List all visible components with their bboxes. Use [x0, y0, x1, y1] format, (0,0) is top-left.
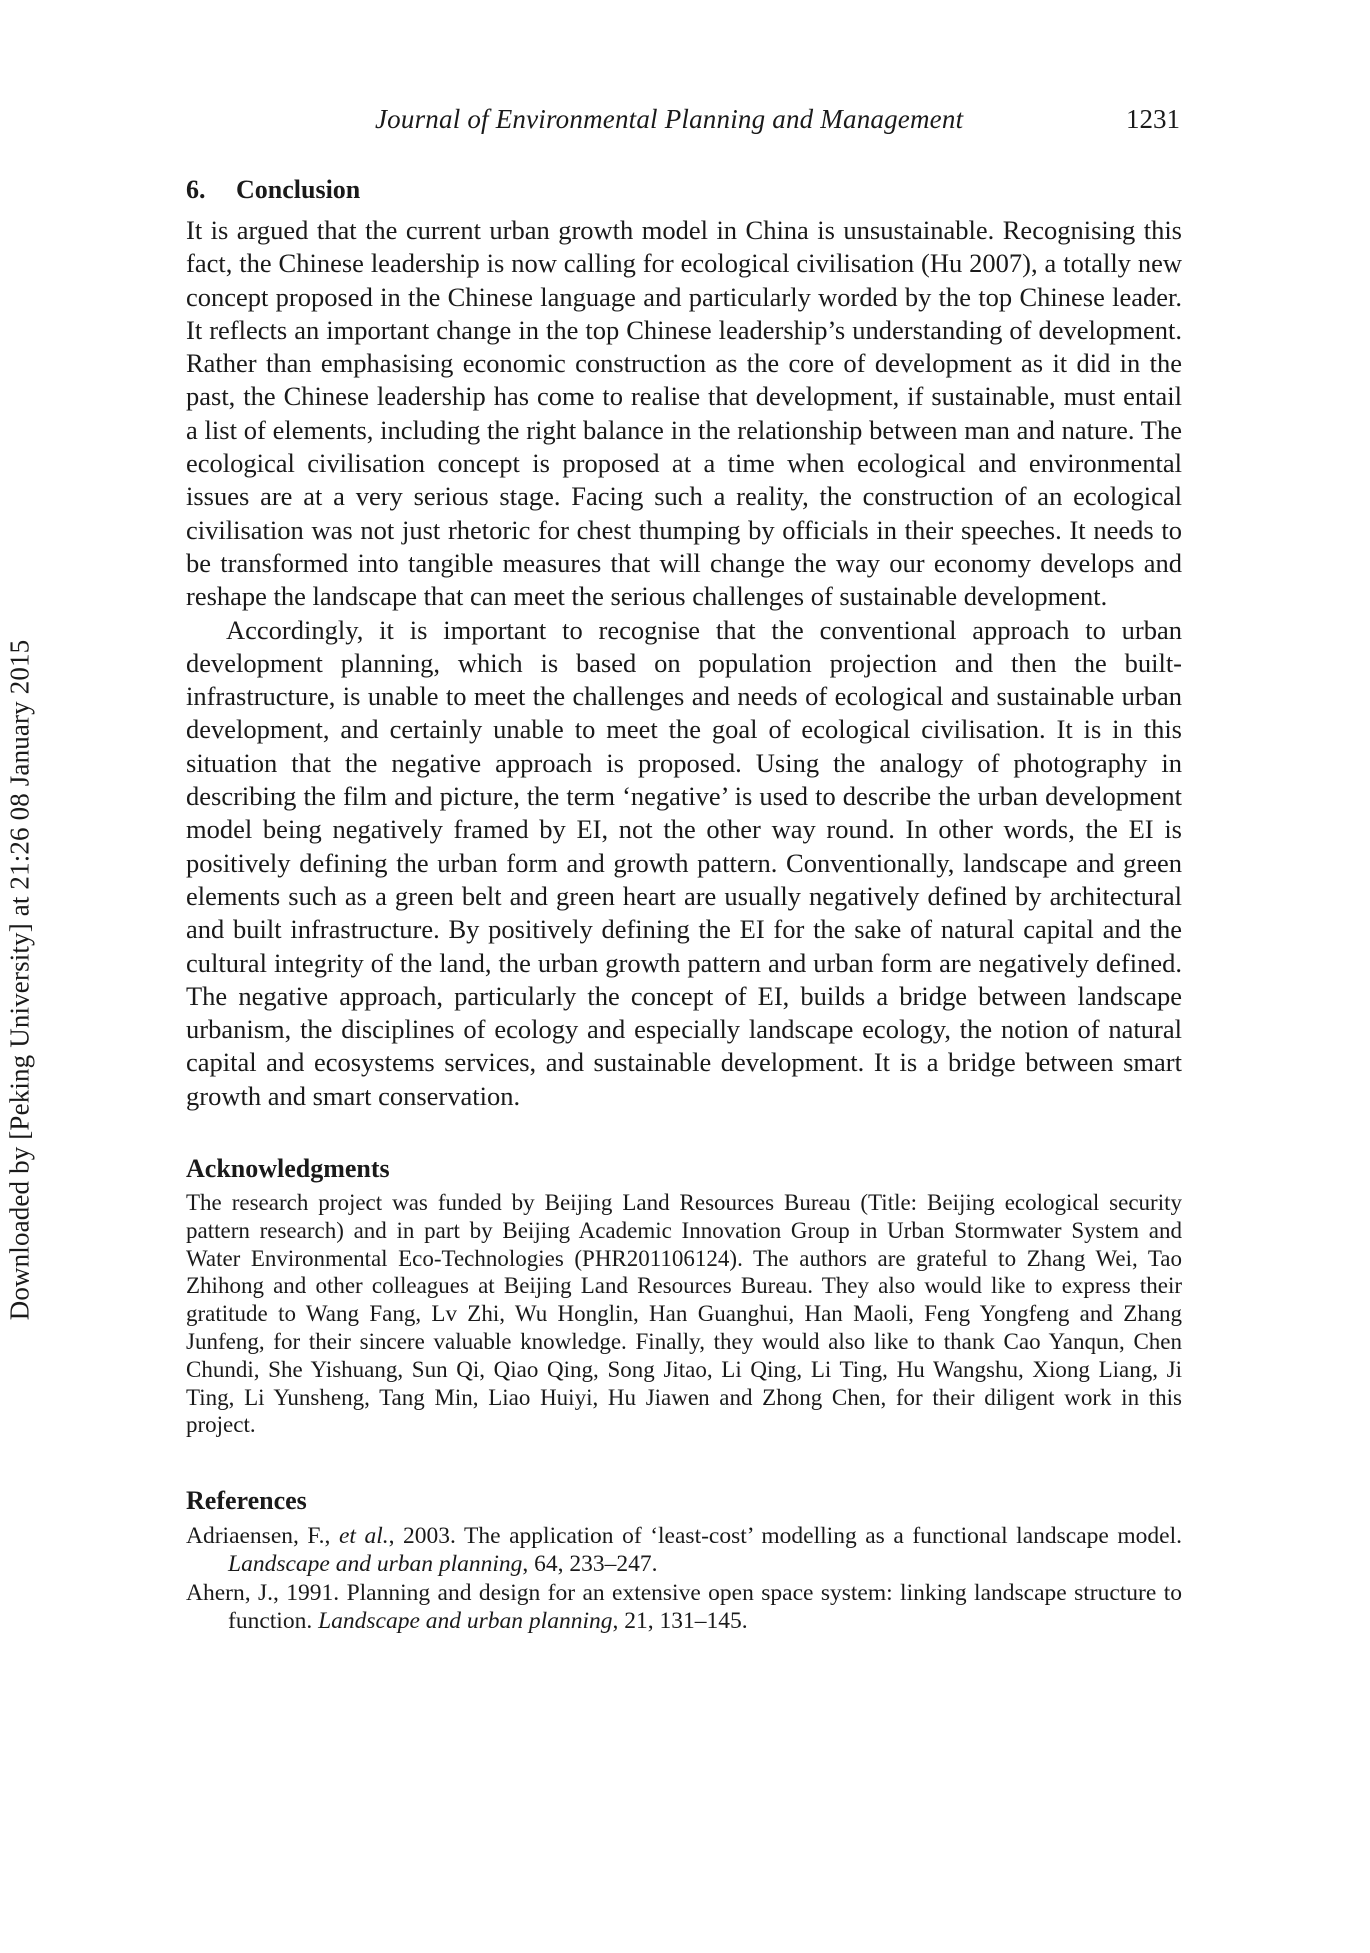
- reference-item: [186, 1523, 1182, 1578]
- section-heading-conclusion: [186, 172, 1182, 208]
- reference-journal: Landscape and urban planning: [228, 1550, 523, 1577]
- reference-title: , 2003. The application of ‘least-cost’ modelling as a functional landscape model.: [388, 1523, 1182, 1550]
- article-body: [186, 172, 1182, 1638]
- reference-author: Ahern, J., 1991. Planning and design for an extensive open space system: linking landscape structure to function.: [186, 1580, 1182, 1634]
- download-stamp: [2, 635, 38, 1325]
- reference-journal: Landscape and urban planning: [318, 1607, 613, 1634]
- reference-etal: et al.: [338, 1523, 389, 1550]
- conclusion-paragraph-1: It is argued that the current urban growth model in China is unsustainable. Recognising this fact, the Chinese leadership is now calling for ecological civilisation (Hu 2007), a totally new concept proposed in the Chinese language and particularly worded by the top Chinese leader. It reflects an important change in the top Chinese leadership’s understanding of development. Rather than emphasising economic construction as the core of development as it did in the past, the Chinese leadership has come to realise that development, if sustainable, must entail a list of elements, including the right balance in the relationship between man and nature. The ecological civilisation concept is proposed at a time when ecological and environmental issues are at a very serious stage. Facing such a reality, the construction of an ecological civilisation was not just rhetoric for chest thumping by officials in their speeches. It needs to be transformed into tangible measures that will change the way our economy develops and reshape the landscape that can meet the serious challenges of sustainable development.: [186, 215, 1182, 612]
- reference-pages: , 21, 131–145.: [612, 1607, 748, 1634]
- acknowledgments-heading: Acknowledgments: [186, 1154, 390, 1184]
- reference-author: Adriaensen, F.,: [186, 1523, 339, 1550]
- section-number: 6.: [186, 175, 206, 204]
- reference-pages: , 64, 233–247.: [522, 1550, 658, 1577]
- section-title: Conclusion: [236, 175, 361, 204]
- conclusion-paragraph-2: Accordingly, it is important to recognise that the conventional approach to urban development planning, which is based on population projection and then the built-infrastructure, is unable to meet the challenges and needs of ecological and sustainable urban development, and certainly unable to meet the goal of ecological civilisation. It is in this situation that the negative approach is proposed. Using the analogy of photography in describing the film and picture, the term ‘negative’ is used to describe the urban development model being negatively framed by EI, not the other way round. In other words, the EI is positively defining the urban form and growth pattern. Conventionally, landscape and green elements such as a green belt and green heart are usually negatively defined by architectural and built infrastructure. By positively defining the EI for the sake of natural capital and the cultural integrity of the land, the urban growth pattern and urban form are negatively defined. The negative approach, particularly the concept of EI, builds a bridge between landscape urbanism, the disciplines of ecology and especially landscape ecology, the notion of natural capital and ecosystems services, and sustainable development. It is a bridge between smart growth and smart conservation.: [186, 614, 1182, 1111]
- acknowledgments-text: The research project was funded by Beijing Land Resources Bureau (Title: Beijing ecological security pattern research) and in part by Beijing Academic Innovation Group in Urban Stormwater System and Water Environmental Eco-Technologies (PHR201106124). The authors are grateful to Zhang Wei, Tao Zhihong and other colleagues at Beijing Land Resources Bureau. They also would like to express their gratitude to Wang Fang, Lv Zhi, Wu Honglin, Han Guanghui, Han Maoli, Feng Yongfeng and Zhang Junfeng, for their sincere valuable knowledge. Finally, they would also like to thank Cao Yanqun, Chen Chundi, She Yishuang, Sun Qi, Qiao Qing, Song Jitao, Li Qing, Li Ting, Hu Wangshu, Xiong Liang, Ji Ting, Li Yunsheng, Tang Min, Liao Huiyi, Hu Jiawen and Zhong Chen, for their diligent work in this project.: [186, 1190, 1182, 1438]
- download-stamp-text: Downloaded by [Peking University] at 21:26 08 January 2015: [4, 639, 35, 1321]
- reference-item: [186, 1580, 1182, 1635]
- running-head-journal-title: Journal of Environmental Planning and Management: [375, 104, 964, 134]
- page-number: 1231: [1126, 104, 1180, 134]
- references-heading: References: [186, 1486, 307, 1516]
